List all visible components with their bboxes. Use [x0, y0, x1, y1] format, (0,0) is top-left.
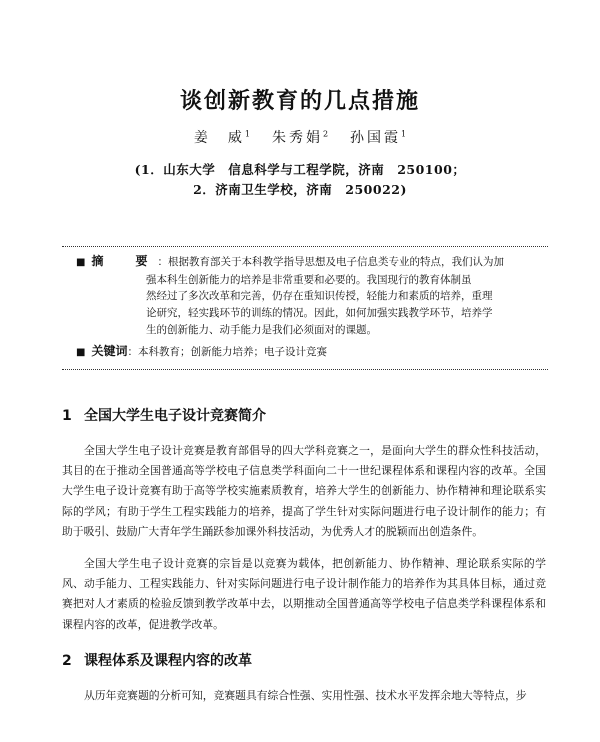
author-name: 孙国霞: [350, 130, 402, 146]
section-title: 课程体系及课程内容的改革: [84, 653, 252, 669]
abstract-line: ■ 摘 要：根据教育部关于本科教学指导思想及电子信息类专业的特点，我们认为加: [76, 254, 504, 268]
affiliation-line: (1．山东大学 信息科学与工程学院，济南 250100；: [134, 162, 466, 177]
divider-bottom: [62, 369, 548, 370]
body-paragraph: 全国大学生电子设计竞赛是教育部倡导的四大学科竞赛之一，是面向大学生的群众性科技活动，其目的在于推动全国普通高等学校电子信息类学科面向二十一世纪课程体系和课程内容的改革。全国大学生电子设计竞赛有助于高等学校实施素质教育，培养大学生的创新能力、协作精神和理论联系实际的学风；有助于学生工程实践能力的培养，提高了学生针对实际问题进行电子设计制作的能力；有助于吸引、鼓励广大青年学生踊跃参加课外科技活动，为优秀人才的脱颖而出创造条件。: [62, 444, 546, 538]
paper-title: 谈创新教育的几点措施: [179, 89, 420, 114]
keywords-text: 本科教育；创新能力培养；电子设计竞赛: [137, 346, 327, 358]
author-affiliation-mark: 2: [322, 129, 329, 139]
divider-top: [62, 246, 548, 247]
section-number: 2: [62, 653, 72, 669]
abstract-line: 生的创新能力、动手能力是我们必须面对的课题。: [146, 323, 377, 336]
section-heading: [62, 650, 252, 670]
author-name: 朱秀娟: [271, 130, 323, 146]
square-bullet-icon: ■: [76, 347, 86, 358]
body-paragraph: 全国大学生电子设计竞赛的宗旨是以竞赛为载体，把创新能力、协作精神、理论联系实际的学风、动手能力、工程实践能力、针对实际问题进行电子设计制作能力的培养作为其具体目标，通过竞赛把对人才素质的检验反馈到教学改革中去，以期推动全国普通高等学校电子信息类学科课程体系和课程内容的改革，促进教学改革。: [62, 557, 546, 631]
author-name: 姜 威: [193, 130, 245, 146]
abstract-line: 强本科生创新能力的培养是非常重要和必要的。我国现行的教育体制虽: [146, 273, 472, 286]
abstract-block: [76, 253, 546, 339]
section-number: 1: [62, 408, 72, 424]
affiliation-line: 2．济南卫生学校，济南 250022): [193, 182, 407, 197]
section-title: 全国大学生电子设计竞赛简介: [84, 408, 266, 424]
abstract-label: 摘 要: [91, 254, 158, 268]
square-bullet-icon: ■: [76, 257, 86, 268]
body-paragraph: 从历年竞赛题的分析可知，竞赛题具有综合性强、实用性强、技术水平发挥余地大等特点，步: [84, 689, 527, 702]
keywords-block: ■ 关键词：本科教育；创新能力培养；电子设计竞赛: [76, 344, 327, 358]
abstract-line: 论研究，轻实践环节的训练的情况。因此，如何加强实践教学环节，培养学: [146, 307, 493, 320]
author-list: [0, 127, 600, 147]
author-affiliation-mark: 1: [401, 129, 407, 139]
abstract-line: 然经过了多次改革和完善，仍存在重知识传授，轻能力和素质的培养，重理: [146, 290, 493, 303]
section-heading: [62, 405, 266, 425]
author-affiliation-mark: 1: [244, 129, 250, 139]
keywords-label: 关键词: [91, 344, 128, 358]
